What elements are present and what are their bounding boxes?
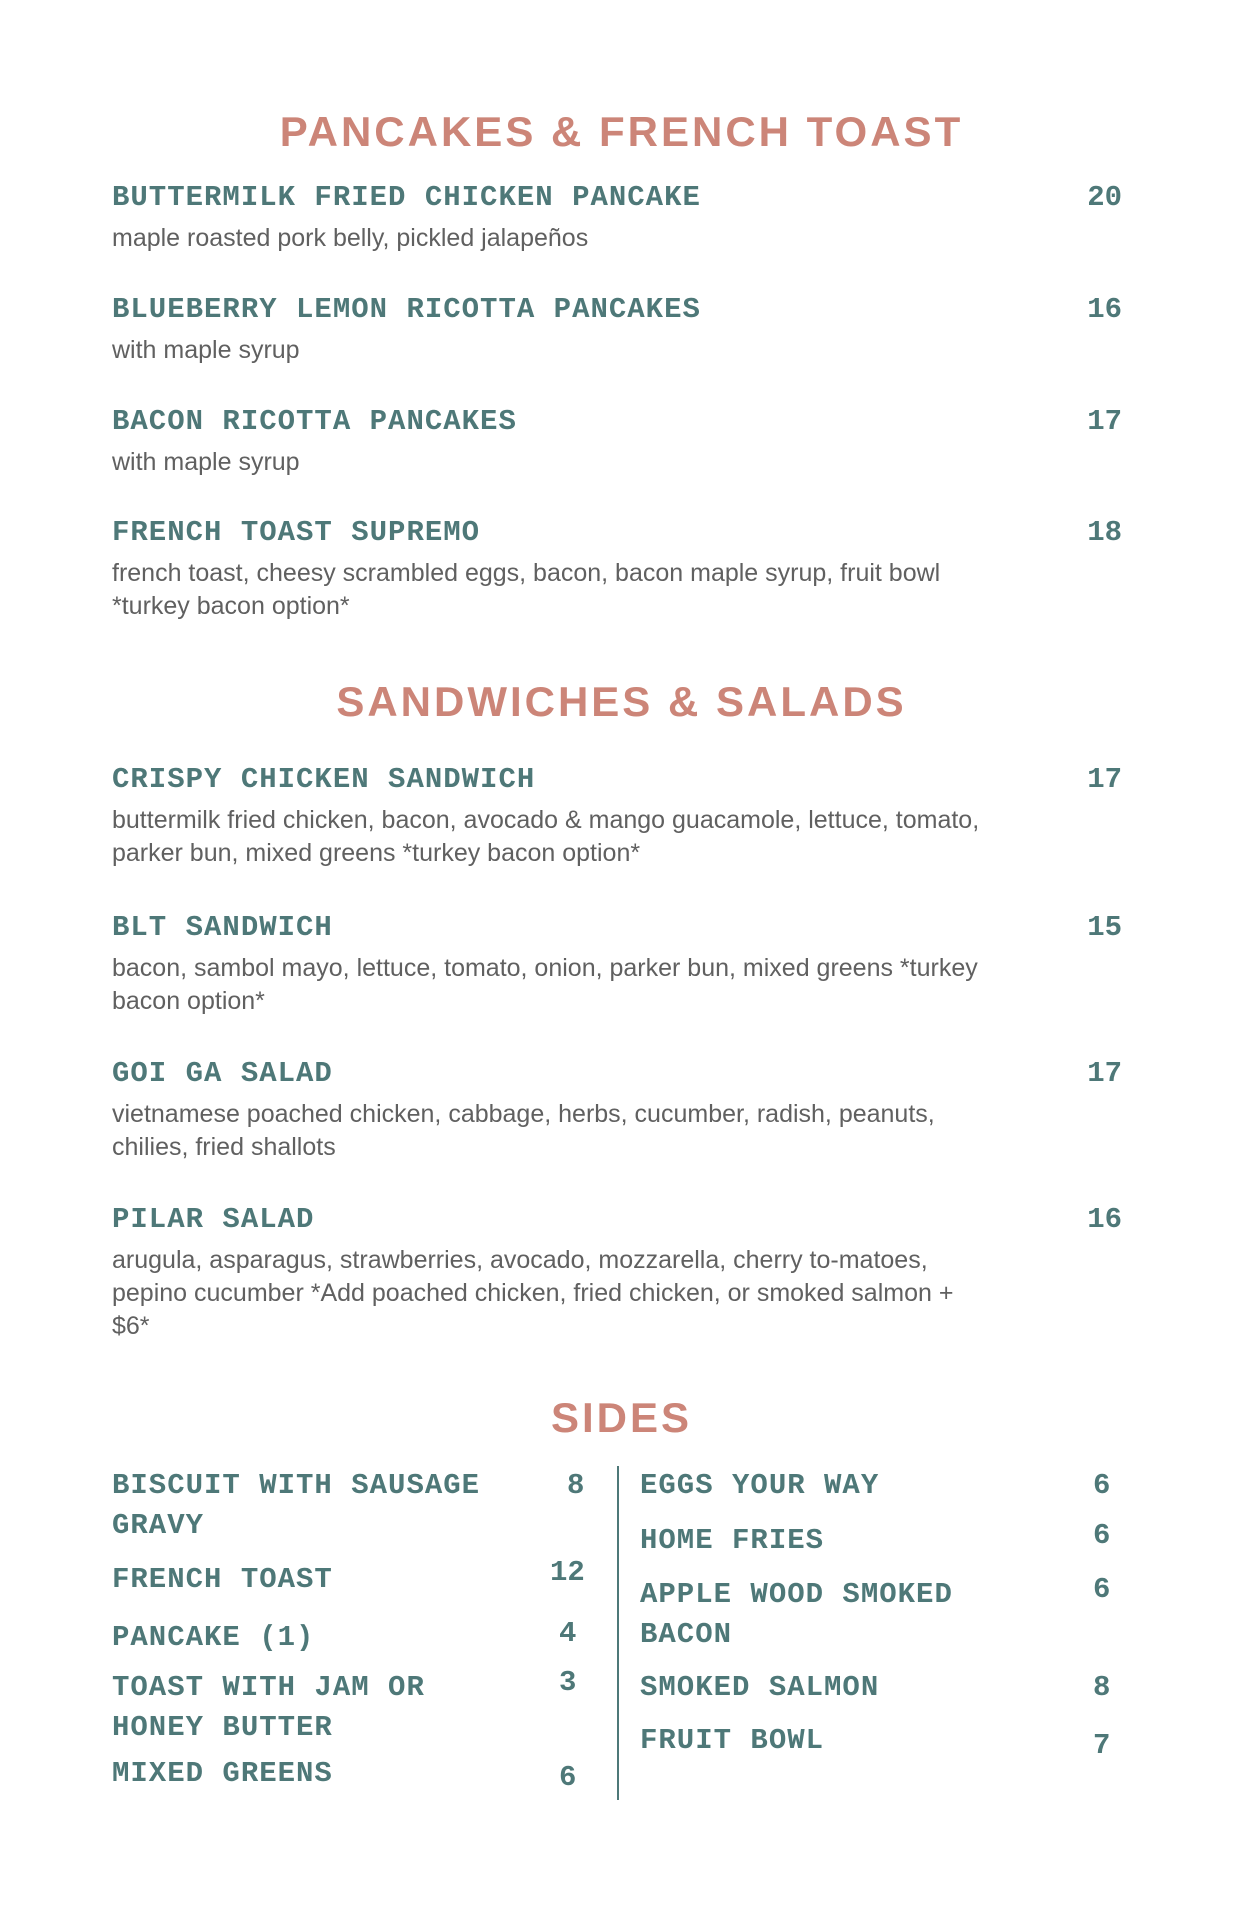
side-name: APPLE WOOD SMOKED BACON (640, 1578, 953, 1651)
item-price: 20 (1087, 181, 1122, 214)
side-price: 4 (559, 1617, 577, 1650)
side-item (640, 1668, 1030, 1708)
side-price: 6 (559, 1761, 577, 1794)
menu-item (112, 910, 1122, 1018)
side-name: MIXED GREENS (112, 1757, 333, 1790)
item-price: 16 (1087, 1203, 1122, 1236)
item-price: 16 (1087, 293, 1122, 326)
side-item (640, 1575, 1030, 1655)
side-price: 8 (1093, 1671, 1111, 1704)
side-name: PANCAKE (1) (112, 1621, 315, 1654)
menu-item (112, 762, 1122, 870)
item-price: 17 (1087, 1057, 1122, 1090)
item-name: BLUEBERRY LEMON RICOTTA PANCAKES (112, 293, 701, 326)
menu-item (112, 1056, 1122, 1164)
sides-divider (617, 1466, 619, 1800)
section-title-sides: SIDES (550, 1394, 693, 1441)
side-price: 7 (1093, 1729, 1111, 1762)
item-description: buttermilk fried chicken, bacon, avocado & mango guacamole, lettuce, tomato, parker bun, mixed greens *turkey bacon option* (112, 806, 980, 867)
item-price: 17 (1087, 405, 1122, 438)
side-price: 6 (1093, 1519, 1111, 1552)
item-price: 18 (1087, 516, 1122, 549)
menu-item (112, 180, 1122, 255)
side-item (112, 1754, 532, 1794)
item-name: BLT SANDWICH (112, 911, 333, 944)
item-description: arugula, asparagus, strawberries, avocado, mozzarella, cherry to-matoes, pepino cucumber *Add poached chicken, fried chicken, or smoked salmon + $6* (112, 1246, 954, 1340)
item-description: bacon, sambol mayo, lettuce, tomato, onion, parker bun, mixed greens *turkey bacon option* (112, 954, 978, 1015)
section-title-pancakes: PANCAKES & FRENCH TOAST (279, 108, 964, 155)
side-item (112, 1618, 532, 1658)
side-item (640, 1721, 1030, 1761)
side-item (112, 1560, 532, 1600)
section-title-sandwiches: SANDWICHES & SALADS (336, 678, 907, 725)
side-name: FRENCH TOAST (112, 1563, 333, 1596)
item-description: maple roasted pork belly, pickled jalapeños (112, 224, 589, 252)
side-name: BISCUIT WITH SAUSAGE GRAVY (112, 1469, 481, 1542)
side-price: 8 (567, 1469, 585, 1502)
item-price: 15 (1087, 911, 1122, 944)
menu-item (112, 292, 1122, 367)
item-name: FRENCH TOAST SUPREMO (112, 516, 481, 549)
side-item (640, 1466, 1030, 1506)
item-name: BACON RICOTTA PANCAKES (112, 405, 517, 438)
side-item (112, 1668, 532, 1748)
side-item (112, 1466, 532, 1546)
menu-item (112, 1202, 1122, 1343)
side-name: FRUIT BOWL (640, 1724, 825, 1757)
side-price: 3 (559, 1666, 577, 1699)
menu-item (112, 515, 1122, 623)
item-name: PILAR SALAD (112, 1203, 315, 1236)
item-name: GOI GA SALAD (112, 1057, 333, 1090)
side-name: SMOKED SALMON (640, 1671, 880, 1704)
menu-item (112, 404, 1122, 479)
side-price: 12 (550, 1556, 585, 1589)
side-name: EGGS YOUR WAY (640, 1469, 880, 1502)
item-name: BUTTERMILK FRIED CHICKEN PANCAKE (112, 181, 701, 214)
side-name: HOME FRIES (640, 1524, 825, 1557)
item-description: with maple syrup (112, 336, 300, 364)
item-description: vietnamese poached chicken, cabbage, herbs, cucumber, radish, peanuts, chilies, fried shallots (112, 1100, 935, 1161)
side-name: TOAST WITH JAM OR HONEY BUTTER (112, 1671, 425, 1744)
item-description: french toast, cheesy scrambled eggs, bacon, bacon maple syrup, fruit bowl *turkey bacon option* (112, 559, 941, 620)
item-name: CRISPY CHICKEN SANDWICH (112, 763, 536, 796)
side-item (640, 1521, 1030, 1561)
side-price: 6 (1093, 1469, 1111, 1502)
item-price: 17 (1087, 763, 1122, 796)
side-price: 6 (1093, 1573, 1111, 1606)
item-description: with maple syrup (112, 448, 300, 476)
